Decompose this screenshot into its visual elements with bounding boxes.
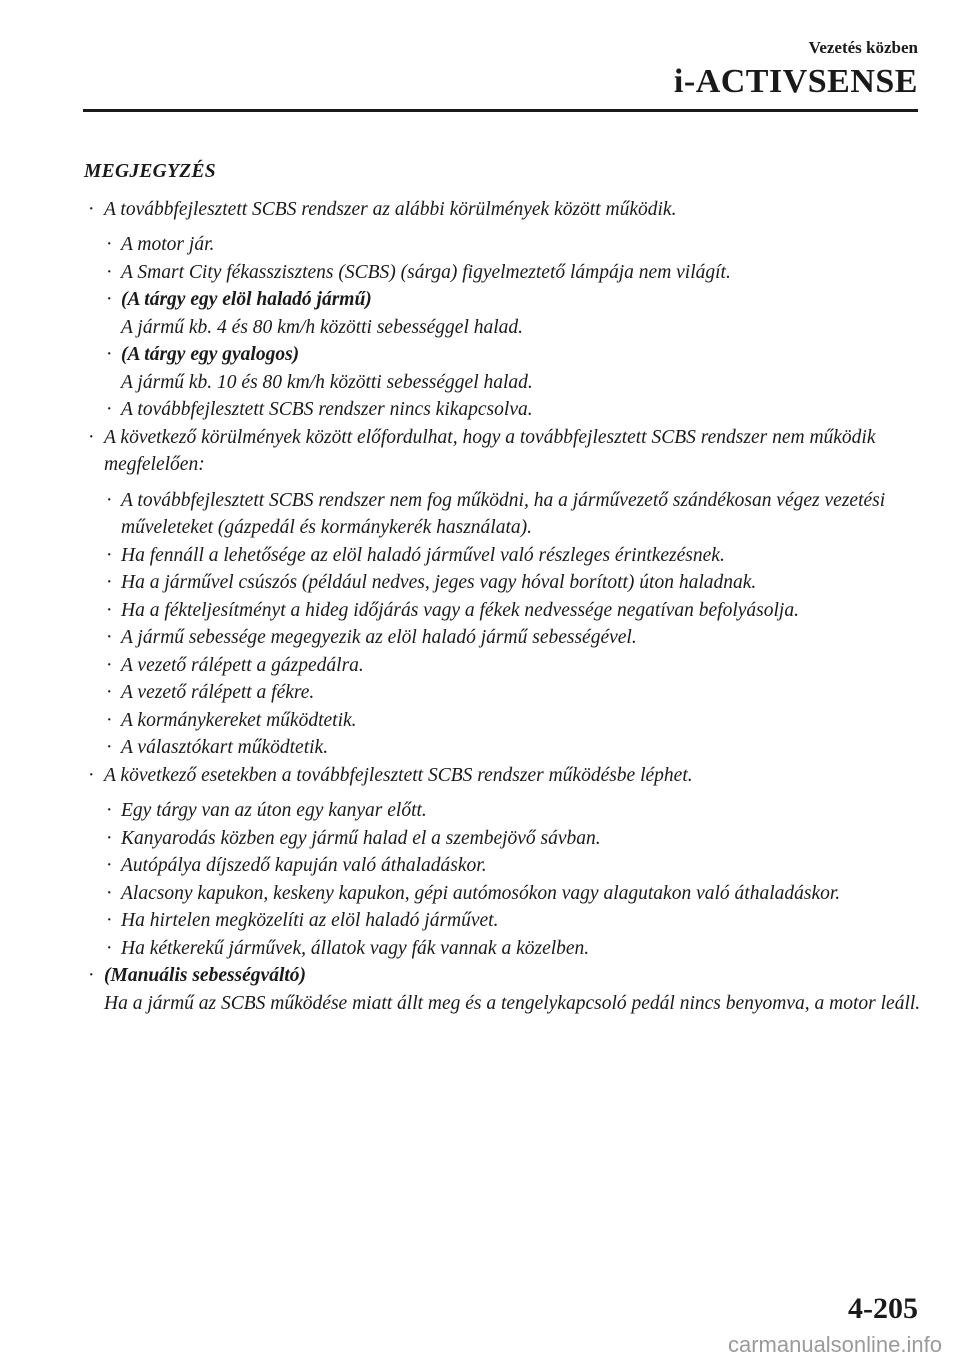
bullet-icon: ·: [106, 737, 113, 758]
list-item: · (Manuális sebességváltó) Ha a jármű az SCBS működése miatt állt meg és a tengelykapcsoló pedál nincs benyomva, a motor leáll.: [84, 962, 924, 1017]
bullet-icon: ·: [106, 709, 113, 731]
bullet-icon: ·: [106, 882, 113, 904]
bullet-icon: ·: [106, 855, 113, 876]
list-item: · (A tárgy egy gyalogos) A jármű kb. 10 és 80 km/h közötti sebességgel halad.: [84, 341, 924, 396]
note-title: MEGJEGYZÉS: [84, 161, 216, 182]
list-item: · A motor jár.: [84, 231, 924, 259]
bullet-icon: ·: [106, 261, 113, 283]
bullet-icon: ·: [106, 682, 113, 703]
bullet-icon: ·: [106, 234, 113, 255]
list-item: · A továbbfejlesztett SCBS rendszer nincs kikapcsolva.: [84, 396, 924, 424]
list-item: · Ha a fékteljesítményt a hideg időjárás vagy a fékek nedvessége negatívan befolyásolja.: [84, 597, 924, 625]
header-rule: [83, 109, 918, 112]
bullet-icon: ·: [88, 965, 95, 986]
bullet-icon: ·: [88, 764, 95, 786]
bullet-icon: ·: [106, 544, 113, 566]
list-item: · A következő körülmények között előfordulhat, hogy a továbbfejlesztett SCBS rendszer nem működik megfelelően:: [84, 424, 924, 479]
list-item: · A vezető rálépett a gázpedálra.: [84, 652, 924, 680]
list-item: · A következő esetekben a továbbfejlesztett SCBS rendszer működésbe léphet.: [84, 762, 924, 790]
chapter-title: i-ACTIVSENSE: [673, 63, 918, 100]
bullet-icon: ·: [106, 937, 113, 959]
note-block: [84, 158, 924, 1017]
list-item: · A Smart City fékasszisztens (SCBS) (sárga) figyelmeztető lámpája nem világít.: [84, 259, 924, 287]
bullet-icon: ·: [88, 426, 95, 448]
list-item: · A vezető rálépett a fékre.: [84, 679, 924, 707]
list-item: · A jármű sebessége megegyezik az elöl haladó jármű sebességével.: [84, 624, 924, 652]
bullet-icon: ·: [106, 910, 113, 931]
list-item: · A kormánykereket működtetik.: [84, 707, 924, 735]
watermark: carmanualsonline.info: [727, 1332, 942, 1357]
list-item: · A továbbfejlesztett SCBS rendszer az alábbi körülmények között működik.: [84, 196, 924, 224]
bullet-icon: ·: [106, 344, 113, 365]
list-item: · A választókart működtetik.: [84, 734, 924, 762]
bullet-icon: ·: [106, 489, 113, 511]
bullet-icon: ·: [106, 399, 113, 420]
bullet-icon: ·: [106, 654, 113, 676]
list-item: · Kanyarodás közben egy jármű halad el a szembejövő sávban.: [84, 825, 924, 853]
list-item: · Egy tárgy van az úton egy kanyar előtt.: [84, 797, 924, 825]
page-header: [674, 38, 918, 102]
section-title: Vezetés közben: [808, 38, 918, 57]
bullet-icon: ·: [106, 827, 113, 849]
bullet-icon: ·: [88, 198, 95, 220]
list-item: · A továbbfejlesztett SCBS rendszer nem fog működni, ha a járművezető szándékosan végez vezetési műveleteket (gázpedál és kormánykerék használata).: [84, 487, 924, 542]
bullet-icon: ·: [106, 289, 113, 310]
bullet-icon: ·: [106, 599, 113, 621]
list-item: · Alacsony kapukon, keskeny kapukon, gépi autómosókon vagy alagutakon való áthaladáskor.: [84, 880, 924, 908]
page-number: 4-205: [848, 1292, 918, 1325]
bullet-icon: ·: [106, 572, 113, 593]
list-item: · Ha kétkerekű járművek, állatok vagy fák vannak a közelben.: [84, 935, 924, 963]
list-item: · Autópálya díjszedő kapuján való áthaladáskor.: [84, 852, 924, 880]
list-item: · Ha fennáll a lehetősége az elöl haladó járművel való részleges érintkezésnek.: [84, 542, 924, 570]
list-item: · Ha hirtelen megközelíti az elöl haladó járművet.: [84, 907, 924, 935]
bullet-icon: ·: [106, 800, 113, 821]
list-item: · Ha a járművel csúszós (például nedves, jeges vagy hóval borított) úton haladnak.: [84, 569, 924, 597]
bullet-icon: ·: [106, 627, 113, 648]
list-item: · (A tárgy egy elöl haladó jármű) A jármű kb. 4 és 80 km/h közötti sebességgel halad.: [84, 286, 924, 341]
